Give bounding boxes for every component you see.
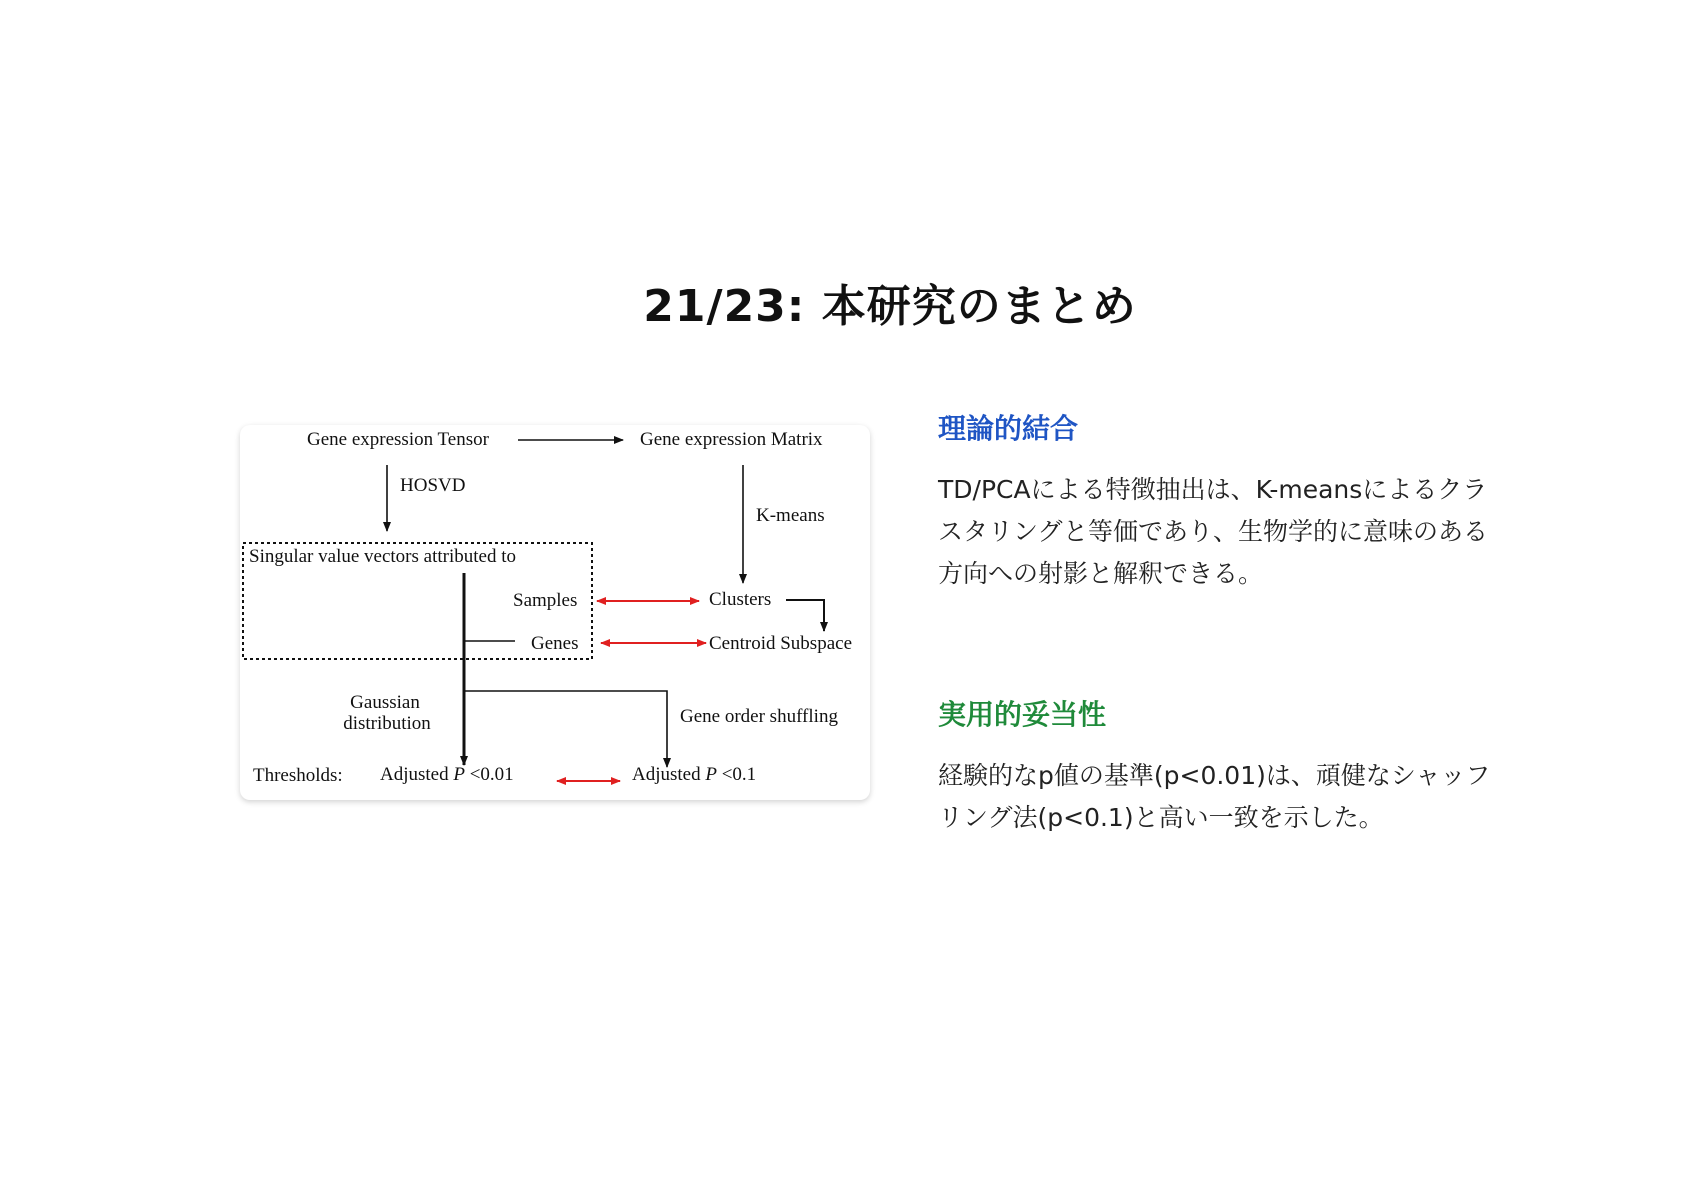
section-practical-validity <box>938 693 1498 839</box>
node-samples: Samples <box>513 590 578 611</box>
section-body: TD/PCAによる特徴抽出は、K-meansによるクラスタリングと等価であり、生物学的に意味のある方向への射影と解釈できる。 <box>938 475 1489 588</box>
label-gene-order-shuffling: Gene order shuffling <box>680 706 838 727</box>
threshold-adjusted-001: Adjusted P <0.01 <box>380 764 514 785</box>
node-clusters: Clusters <box>709 589 772 610</box>
section-heading: 実用的妥当性 <box>938 698 1107 731</box>
label-singular-vectors: Singular value vectors attributed to <box>249 546 516 567</box>
arrow-gene-order-shuffling <box>464 691 667 767</box>
section-heading: 理論的結合 <box>938 412 1079 445</box>
label-hosvd: HOSVD <box>400 475 466 496</box>
figure-card <box>240 425 870 800</box>
label-distribution: distribution <box>343 713 431 734</box>
section-theoretical-connection <box>938 407 1498 595</box>
section-body: 経験的なp値の基準(p<0.01)は、頑健なシャッフリング法(p<0.1)と高い一致を示した。 <box>938 761 1491 832</box>
node-gene-expression-matrix: Gene expression Matrix <box>640 429 823 450</box>
node-genes: Genes <box>531 633 579 654</box>
label-thresholds: Thresholds: <box>253 765 343 786</box>
node-gene-expression-tensor: Gene expression Tensor <box>307 429 489 450</box>
label-kmeans: K-means <box>756 505 825 526</box>
node-centroid-subspace: Centroid Subspace <box>709 633 853 654</box>
label-gaussian: Gaussian <box>350 692 420 713</box>
slide-title: 21/23: 本研究のまとめ <box>643 281 1137 332</box>
workflow-diagram <box>240 425 870 800</box>
arrow-clusters-to-centroid <box>786 600 824 631</box>
threshold-adjusted-01: Adjusted P <0.1 <box>632 764 757 785</box>
